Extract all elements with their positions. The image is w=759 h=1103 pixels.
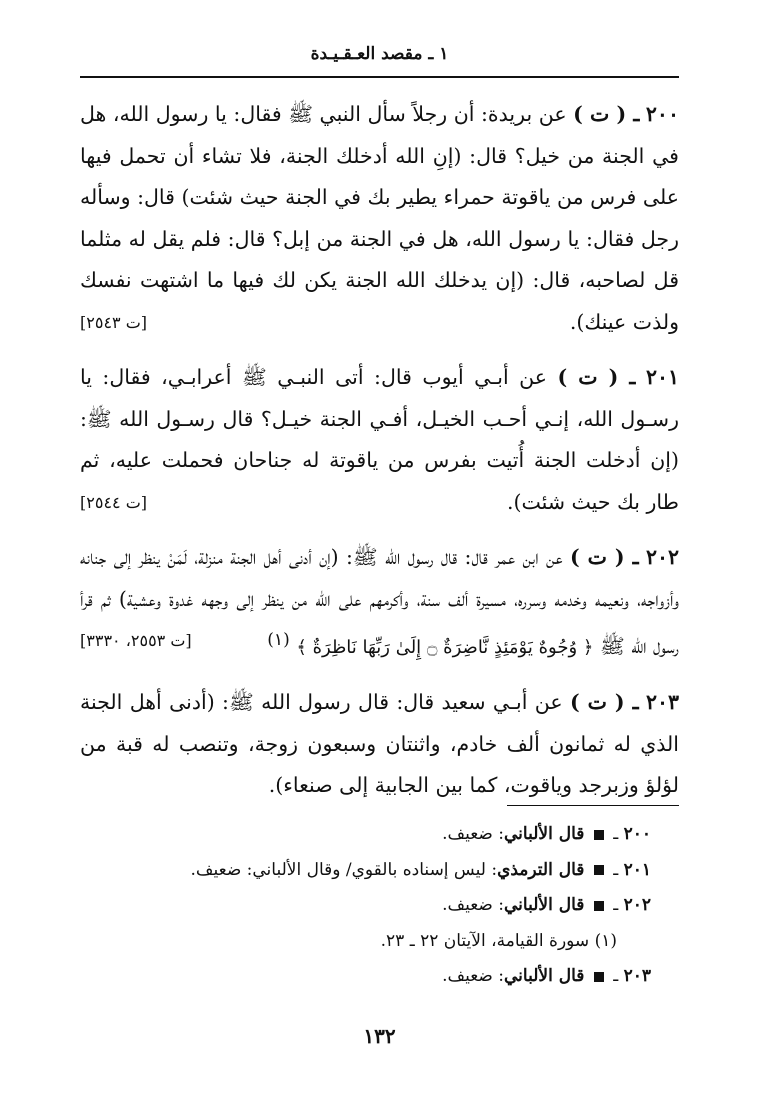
footnote-number: ٢٠١ xyxy=(623,859,651,880)
main-text xyxy=(80,94,679,821)
hadith-text: عن أبـي سعيد قال: قال رسول الله ﷺ: (أدنى أهل الجنة الذي له ثمانون ألف خادم، واثنتان وسبعون زوجة، وتنصب له قبة من لؤلؤ وزبرجد وياقوت، كما بين الجابية إلى صنعاء). xyxy=(80,690,679,798)
footnote-label: قال الألباني xyxy=(504,966,585,986)
hadith-201 xyxy=(80,357,679,523)
hadith-number: ٢٠٣ xyxy=(645,690,679,715)
hadith-source-code: ـ ( ت ) xyxy=(569,690,639,715)
hadith-text: عن أبـي أيوب قال: أتى النبـي ﷺ أعرابـي، فقال: يا رسـول الله، إنـي أحـب الخيـل، أفـي الجنة خيـل؟ قال رسـول الله ﷺ: (إن أدخلت الجنة أُتيت بفرس من ياقوتة له جناحان فحملت عليه، ثم طار بك حيث شئت). xyxy=(80,365,679,514)
footnote-text: : ضعيف. xyxy=(442,966,504,986)
hadith-reference: [ت ٢٥٤٤] xyxy=(80,492,148,512)
hadith-reference: [ت ٢٥٤٣] xyxy=(80,312,148,332)
footnote-dash: ـ xyxy=(613,966,619,986)
hadith-text: عن بريدة: أن رجلاً سأل النبي ﷺ فقال: يا رسول الله، هل في الجنة من خيل؟ قال: (إنِ الله أدخلك الجنة، فلا تشاء أن تحمل فيها على فرس من ياقوتة حمراء يطير بك في الجنة حيث شئت) قال: وسأله رجل فقال: يا رسول الله، هل في الجنة من إبل؟ قال: فلم يقل له مثلما قل لصاحبه، قال: (إن يدخلك الله الجنة يكن لك فيها ما اشتهت نفسك ولذت عينك). xyxy=(80,102,679,334)
footnote-dash: ـ xyxy=(613,859,619,880)
page-number: ١٣٢ xyxy=(363,1024,396,1048)
quran-verse: ﴿ وُجُوهٌ يَوْمَئِذٍ نَّاضِرَةٌ ۝ إِلَىٰ رَبِّهَا نَاظِرَةٌ ﴾ xyxy=(296,636,594,658)
footnote-sub-1 xyxy=(80,924,679,960)
footnotes xyxy=(80,817,679,995)
footnote-201 xyxy=(80,853,679,889)
footnote-text: : ضعيف. xyxy=(442,824,504,844)
square-bullet-icon xyxy=(594,901,604,911)
footnote-number: ٢٠٣ xyxy=(623,966,651,986)
hadith-number: ٢٠١ xyxy=(645,365,679,389)
hadith-source-code: ـ ( ت ) xyxy=(570,545,639,569)
footnote-label: قال الترمذي xyxy=(497,859,585,880)
square-bullet-icon xyxy=(594,972,604,982)
footnote-dash: ـ xyxy=(613,895,619,915)
square-bullet-icon xyxy=(594,830,604,840)
footnote-label: قال الألباني xyxy=(504,824,585,844)
footnote-dash: ـ xyxy=(613,824,619,844)
hadith-number: ٢٠٢ xyxy=(645,545,679,569)
square-bullet-icon xyxy=(594,865,604,875)
hadith-200 xyxy=(80,94,679,343)
footnote-label: قال الألباني xyxy=(504,895,585,915)
footnote-200 xyxy=(80,817,679,853)
footnote-text: : ضعيف. xyxy=(442,895,504,915)
footnote-number: ٢٠٠ xyxy=(623,824,651,844)
footnote-marker: (١) xyxy=(267,630,290,650)
hadith-number: ٢٠٠ xyxy=(645,102,679,126)
hadith-203 xyxy=(80,682,679,807)
footnote-202 xyxy=(80,888,679,924)
header-rule xyxy=(80,76,679,78)
footnote-text: (١) سورة القيامة، الآيتان ٢٢ ـ ٢٣. xyxy=(380,930,617,951)
footnote-text: : ليس إسناده بالقوي/ وقال الألباني: ضعيف. xyxy=(190,859,498,880)
footnote-203 xyxy=(80,959,679,995)
footnote-rule xyxy=(507,805,679,806)
hadith-202 xyxy=(80,537,679,668)
hadith-text: عن ابن عمر قال: قال رسول الله ﷺ: (إن أدنى أهل الجنة منزلة، لَمَنْ ينظر إلى جنانه وأزواجه، ونعيمه وخدمه وسرره، مسيرة ألف سنة، وأكرمهم على الله من ينظر إلى وجهه غدوة وعشية) ثم قرأ رسول الله ﷺ xyxy=(80,545,679,658)
running-title: ١ ـ مقصد العـقـيـدة xyxy=(310,44,449,64)
hadith-reference: [ت ٢٥٥٣، ٣٣٣٠] xyxy=(80,631,192,650)
hadith-source-code: ـ ( ت ) xyxy=(557,365,636,389)
footnote-number: ٢٠٢ xyxy=(623,895,651,915)
hadith-source-code: ـ ( ت ) xyxy=(573,102,640,126)
